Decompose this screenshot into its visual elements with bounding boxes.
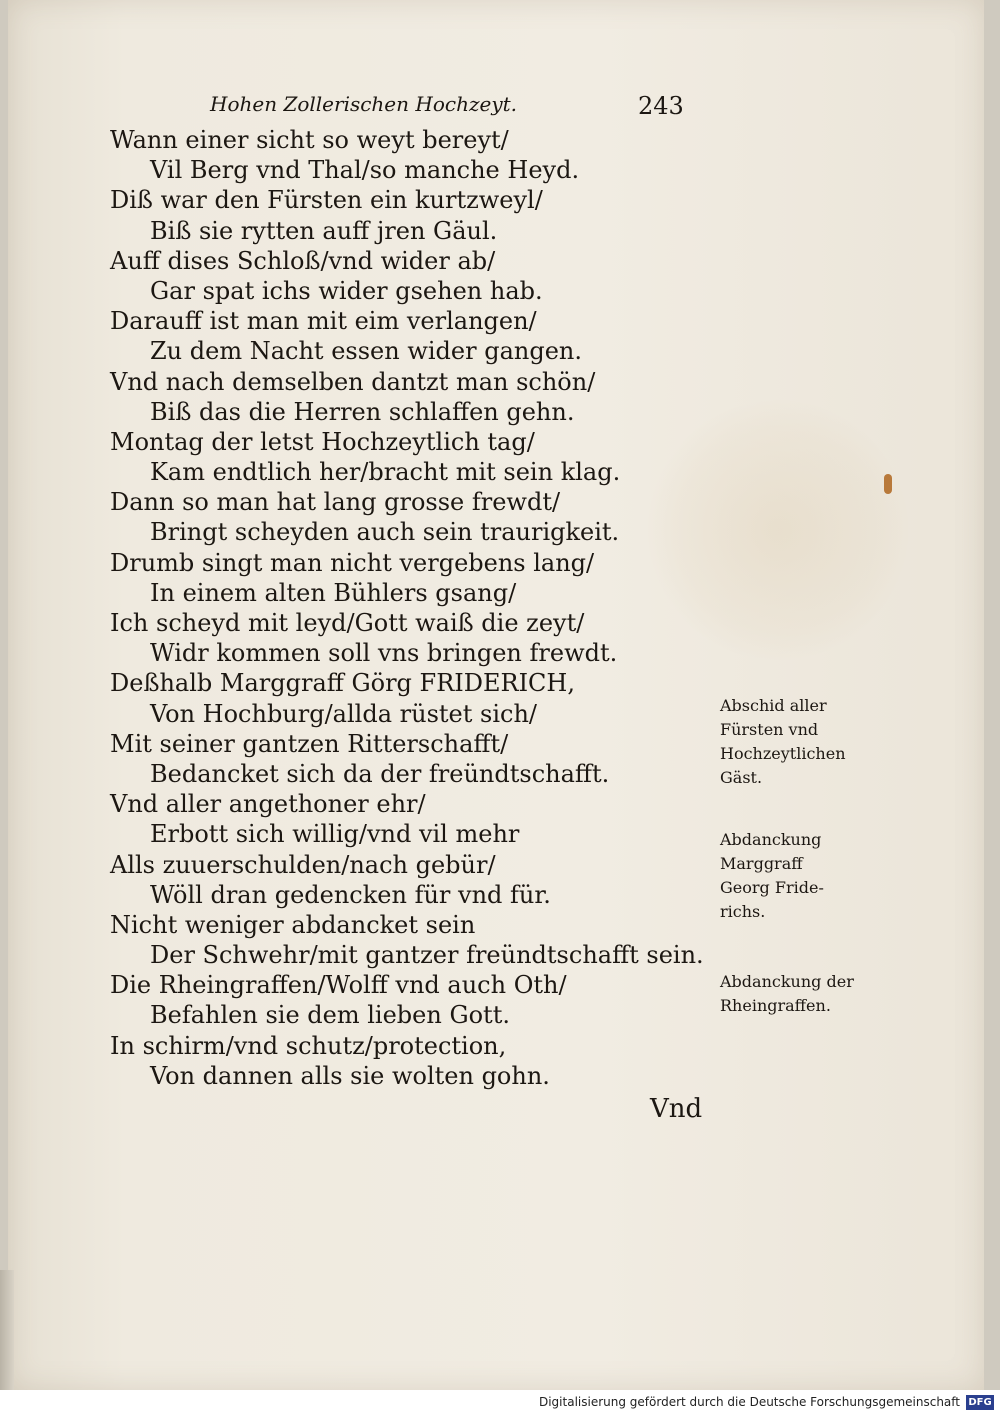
marginal-note bbox=[720, 970, 854, 1018]
page-number: 243 bbox=[638, 92, 684, 120]
verse-line: Die Rheingraffen/Wolff vnd auch Oth/ bbox=[110, 971, 567, 1000]
footer-bar bbox=[0, 1390, 1000, 1416]
verse-line: Dann so man hat lang grosse frewdt/ bbox=[110, 488, 561, 517]
verse-line: Montag der letst Hochzeytlich tag/ bbox=[110, 427, 535, 456]
verse-line: Auff dises Schloß/vnd wider ab/ bbox=[110, 246, 496, 275]
dfg-logo-icon: DFG bbox=[966, 1395, 994, 1410]
verse-line: In schirm/vnd schutz/protection, bbox=[110, 1031, 507, 1060]
marginal-note-line: Rheingraffen. bbox=[720, 996, 831, 1015]
marginal-note-line: Gäst. bbox=[720, 768, 763, 787]
verse-line: Drumb singt man nicht vergebens lang/ bbox=[110, 548, 595, 577]
verse-line: Ich scheyd mit leyd/Gott waiß die zeyt/ bbox=[110, 609, 585, 637]
marginal-note bbox=[720, 694, 846, 790]
marginal-note-line: richs. bbox=[720, 902, 766, 921]
verse-line: Bringt scheyden auch sein traurigkeit. bbox=[150, 518, 620, 547]
verse-line: Zu dem Nacht essen wider gangen. bbox=[150, 337, 582, 366]
catchword: Vnd bbox=[650, 1094, 703, 1124]
marginal-note-line: Georg Fride- bbox=[720, 878, 824, 897]
verse-line: Wann einer sicht so weyt bereyt/ bbox=[110, 126, 509, 154]
verse-text bbox=[110, 125, 704, 1091]
verse-line: Biß sie rytten auff jren Gäul. bbox=[150, 216, 498, 245]
verse-line: Vil Berg vnd Thal/so manche Heyd. bbox=[150, 156, 580, 185]
verse-line: Bedancket sich da der freündtschafft. bbox=[150, 759, 610, 788]
verse-line: Von dannen alls sie wolten gohn. bbox=[150, 1061, 550, 1090]
verse-line: Deßhalb Marggraff Görg FRIDERICH, bbox=[110, 669, 575, 698]
marginal-note-line: Abdanckung der bbox=[720, 972, 854, 991]
verse-line: Mit seiner gantzen Ritterschafft/ bbox=[110, 729, 509, 758]
verse-line: Nicht weniger abdancket sein bbox=[110, 910, 476, 939]
verse-line: Diß war den Fürsten ein kurtzweyl/ bbox=[110, 186, 543, 215]
verse-line: Befahlen sie dem lieben Gott. bbox=[150, 1001, 510, 1030]
marginal-note bbox=[720, 828, 824, 924]
verse-line: Darauff ist man mit eim verlangen/ bbox=[110, 307, 537, 336]
marginal-note-line: Abschid aller bbox=[720, 696, 827, 715]
verse-line: Erbott sich willig/vnd vil mehr bbox=[150, 820, 520, 849]
verse-line: Kam endtlich her/bracht mit sein klag. bbox=[150, 458, 621, 487]
page-edge bbox=[0, 1270, 14, 1390]
funding-credit: Digitalisierung gefördert durch die Deutsche Forschungsgemeinschaft bbox=[538, 1395, 960, 1409]
marginal-note-line: Hochzeytlichen bbox=[720, 744, 846, 763]
marginal-note-line: Abdanckung bbox=[720, 830, 822, 849]
marginal-note-line: Marggraff bbox=[720, 854, 803, 873]
verse-line: Widr kommen soll vns bringen frewdt. bbox=[150, 639, 618, 668]
verse-line: Biß das die Herren schlaffen gehn. bbox=[150, 397, 575, 426]
verse-line: Wöll dran gedencken für vnd für. bbox=[150, 880, 551, 909]
ink-spot bbox=[884, 474, 892, 494]
verse-line: Der Schwehr/mit gantzer freündtschafft sein. bbox=[150, 941, 704, 970]
verse-line: Alls zuuerschulden/nach gebür/ bbox=[110, 850, 496, 879]
verse-line: In einem alten Bühlers gsang/ bbox=[150, 578, 517, 607]
verse-line: Vnd aller angethoner ehr/ bbox=[110, 790, 426, 819]
verse-line: Von Hochburg/allda rüstet sich/ bbox=[150, 699, 537, 728]
verse-line: Gar spat ichs wider gsehen hab. bbox=[150, 276, 543, 305]
marginal-note-line: Fürsten vnd bbox=[720, 720, 819, 739]
verse-line: Vnd nach demselben dantzt man schön/ bbox=[110, 367, 596, 396]
running-head: Hohen Zollerischen Hochzeyt. bbox=[210, 92, 518, 116]
